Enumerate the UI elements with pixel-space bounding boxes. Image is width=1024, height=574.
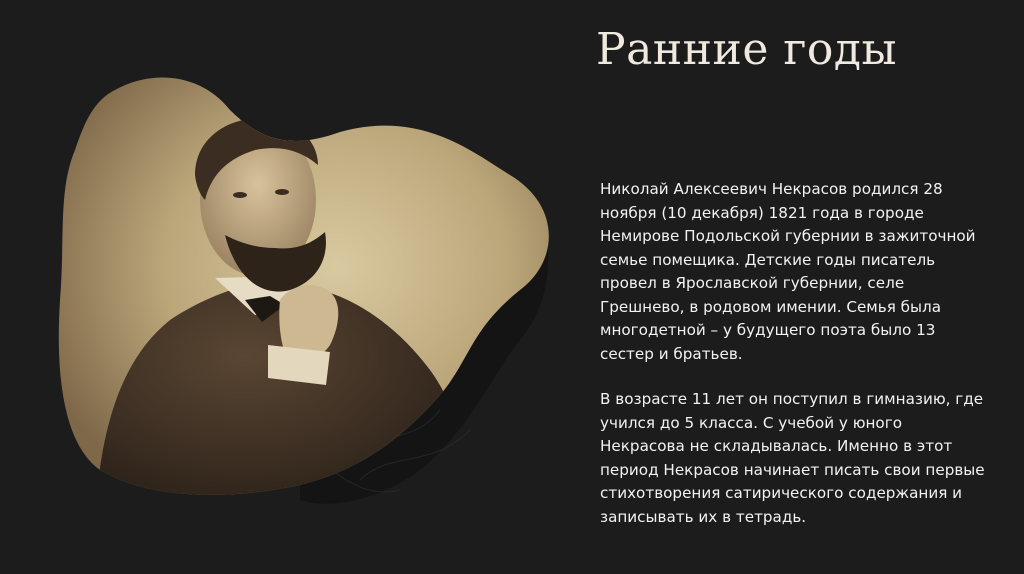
body-text <box>600 178 990 551</box>
page-title: Ранние годы <box>596 24 897 75</box>
paragraph-2: В возрасте 11 лет он поступил в гимназию, где учился до 5 класса. С учебой у юного Некрасова не складывалась. Именно в этот период Некрасов начинает писать свои первые стихотворения сатирического содержания и записывать их в тетрадь. <box>600 390 985 526</box>
paragraph-1: Николай Алексеевич Некрасов родился 28 ноября (10 декабря) 1821 года в городе Немирове Подольской губернии в зажиточной семье помещика. Детские годы писатель провел в Ярославской губернии, селе Грешнево, в родовом имении. Семья была многодетной – у будущего поэта было 13 сестер и братьев. <box>600 180 976 363</box>
